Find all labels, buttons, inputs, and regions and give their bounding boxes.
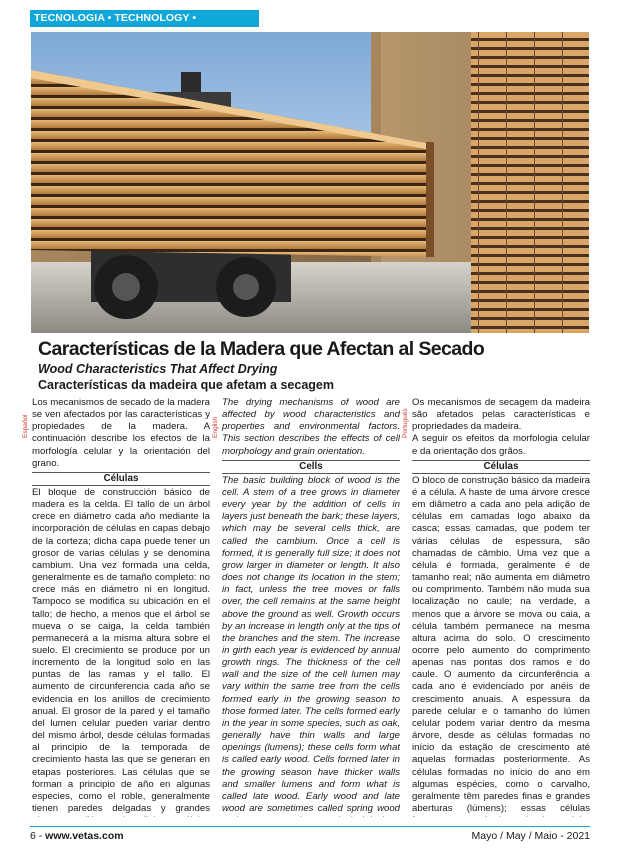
lumber-forklift-photo (31, 32, 589, 333)
footer-page-site (30, 830, 124, 842)
site-link[interactable]: www.vetas.com (45, 830, 124, 842)
column-portuguese (412, 397, 590, 817)
language-label-spanish: Español (22, 414, 29, 438)
body-paragraph: El bloque de construcción básico de madera es la celda. El tallo de un árbol crece en diámetro cada año mediante la incorporación de células en capas debajo de la corteza; dicha capa puede tener un grosor de varias células y se denomina cambium. Una vez formada una celda, generalmente es de tamaño completo: no crece más en diámetro ni en longitud. Tampoco se modifica su ubicación en el tallo; de hecho, a menos que el árbol se mueva o se caiga, la celda también permanecerá a la misma altura sobre el suelo. El crecimiento se produce por un incremento de la longitud solo en las puntas de las ramas y el tallo. El aumento de circunferencia cada año se evidencia en los anillos de crecimiento anual. El grosor de la pared y el tamaño del lumen celular pueden variar dentro del mismo árbol, desde células formadas al principio de la temporada de crecimiento hasta las que se generan en etapas posteriores. Las células que se forman a principio de año en algunas especies, como el roble, generalmente tienen paredes delgadas y grandes (32, 486, 210, 814)
section-tag: TECNOLOGIA • TECHNOLOGY • (30, 10, 259, 27)
intro-paragraph: Os mecanismos de secagem da madeira são afetados pelas características e propriedades da madeira. (412, 397, 590, 433)
body-paragraph: The basic building block of wood is the cell. A stem of a tree grows in diameter every year by the addition of cells in layers just beneath the bark; these layers, which may be several cells thick, are called the cambium. Once a cell is formed, it is generally full size; it does not grow larger in diameter or length. It also does not change its location in the stem; in fact, unless the tree moves or falls over, the cell remains at the same height above the ground as well. Growth occurs by an increase in length only at the tips of the branches and the stem. The increase in girth each year is evidenced by annual growth rings. The thickness of the cell wall and the size of the cell lumen may vary within the same tree from the cells formed early in the growing season to those formed later. The cells formed early in the year in some species, such as oak, generally have thin walls and large openings (lumens); these cells form what is called early wood. Cells formed later in the growing season have thicker walls and smaller lumens and form what is called late wood. Early wood and late wood are sometimes called spring wood (222, 474, 400, 814)
language-label-english: English (212, 416, 219, 438)
section-heading: Cells (222, 460, 400, 474)
footer-divider (30, 826, 590, 827)
column-spanish (32, 397, 210, 817)
article-title: Características de la Madera que Afectan al Secado (38, 338, 485, 360)
intro-paragraph: The drying mechanisms of wood are affected by wood characteristics and properties and environmental factors. This section describes the effects of cell morphology and grain orientation. (222, 397, 400, 457)
page-number: 6 - (30, 830, 46, 842)
section-heading: Células (412, 460, 590, 474)
column-english (222, 397, 400, 817)
subtitle-english: Wood Characteristics That Affect Drying (38, 362, 278, 376)
subtitle-portuguese: Características da madeira que afetam a secagem (38, 378, 334, 392)
intro-paragraph-2: A seguir os efeitos da morfologia celular e da orientação dos grãos. (412, 433, 590, 457)
section-heading: Células (32, 472, 210, 486)
body-paragraph: O bloco de construção básico da madeira é a célula. A haste de uma árvore cresce em diâmetro a cada ano pela adição de células em camadas logo abaixo da casca; essas camadas, que podem ter várias células de espessura, são chamadas de câmbio. Uma vez que a célula é formada, geralmente é de tamanho real; não aumenta em diâmetro ou comprimento. Também não muda sua localização no caule; na verdade, a menos que a árvore se mova ou caia, a célula também permanece na mesma altura acima do solo. O crescimento ocorre pelo aumento do comprimento apenas nas pontas dos ramos e do caule. O aumento da circunferência a cada ano é evidenciado por anéis de crescimento anuais. A espessura da parede celular e o tamanho do lúmen celular podem variar dentro da mesma árvore, desde as células formadas no início da estação de crescimento até aquelas formadas posteriormente. As células formadas no início do ano em algumas espécies, como o carvalho, geralmente têm paredes finas e grandes aberturas (lúmens); essas células (412, 474, 590, 814)
footer-date: Mayo / May / Maio - 2021 (471, 830, 590, 842)
language-label-portuguese: Português (402, 408, 409, 438)
intro-paragraph: Los mecanismos de secado de la madera se ven afectados por las características y propiedades de la madera. A continuación describe los efectos de la morfología celular y la orientación del grano. (32, 397, 210, 469)
